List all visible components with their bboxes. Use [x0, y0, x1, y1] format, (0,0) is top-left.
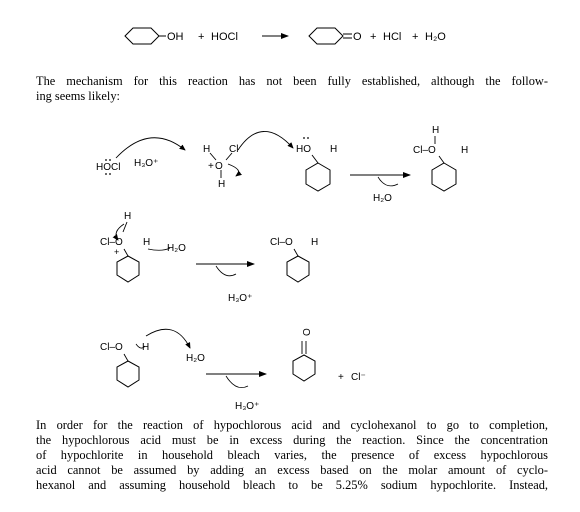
hydrogen-label: H [432, 125, 440, 136]
mechanism-step-4 [100, 328, 366, 412]
chloro-oxygen-label: Cl–O [100, 237, 123, 248]
hydrogen-label: H [142, 342, 150, 353]
cyclohexanone-ring [293, 355, 315, 381]
plus-sign: + [338, 372, 344, 383]
carbonyl-oxygen: O [353, 31, 362, 43]
chloro-oxygen-label: Cl–O [270, 237, 293, 248]
oxygen-label: O [215, 161, 223, 172]
carbonyl-oxygen: O [302, 328, 313, 336]
hydroxyl-label: OH [167, 31, 184, 43]
curved-arrow [116, 138, 185, 158]
cyclohexane-ring [287, 256, 309, 282]
chloro-oxygen-label: Cl–O [413, 145, 436, 156]
mechanism-step-3 [100, 211, 318, 304]
hydrogen-label: H [330, 144, 338, 155]
chloride-label: Cl⁻ [351, 372, 366, 383]
text-line: acid cannot be assumed by adding an excess based on the molar amount of cyclo- [36, 463, 548, 477]
curved-arrow [228, 164, 239, 176]
cyclohexane-ring [432, 163, 456, 191]
curved-arrow [238, 131, 293, 150]
charge-label: + [114, 247, 120, 257]
text-line: In order for the reaction of hypochlorous acid and cyclohexanol to go to completion, [36, 418, 548, 432]
hydrogen-label: H [218, 179, 226, 190]
text-line: ing seems likely: [36, 89, 120, 103]
cyclohexanol-ring [125, 28, 159, 44]
intro-paragraph [36, 74, 548, 104]
text-line: the hypochlorous acid must be in excess during the reaction. Since the concentration [36, 433, 548, 447]
cyclohexane-ring [117, 256, 139, 282]
charge-label: + [208, 161, 214, 172]
water-label: H₂O [167, 243, 186, 254]
plus-sign: + [370, 31, 377, 43]
step-2-arrow [350, 175, 410, 204]
text-line: The mechanism for this reaction has not been fully established, although the follow- [36, 74, 548, 88]
chlorine-label: Cl [229, 144, 239, 155]
cyclohexane-ring [306, 163, 330, 191]
hydrogen-label: H [143, 237, 151, 248]
text-line: hexanol and assuming household bleach to be 5.25% sodium hypochlorite. Instead, [36, 478, 548, 492]
plus-sign: + [412, 31, 419, 43]
hydroxyl-label: HO [296, 144, 311, 155]
water-label: H₂O [186, 353, 205, 364]
hydronium-label: H₃O⁺ [235, 401, 260, 412]
water-label: H₂O [373, 193, 392, 204]
cyclohexanone-ring [309, 28, 343, 44]
curved-arrow [146, 329, 190, 348]
chloro-oxygen-label: Cl–O [100, 342, 123, 353]
water-label: H₂O [425, 31, 446, 43]
mechanism-step-1 [96, 131, 337, 191]
hocl-label: HOCl [211, 31, 238, 43]
hydrogen-label: H [203, 144, 211, 155]
plus-sign: + [198, 31, 205, 43]
overall-equation [125, 28, 446, 44]
hydrogen-label: H [311, 237, 319, 248]
closing-paragraph [36, 418, 548, 493]
oxonium-intermediate [413, 125, 468, 191]
hydronium-label: H₃O⁺ [228, 293, 253, 304]
hydrogen-label: H [461, 145, 469, 156]
hcl-label: HCl [383, 31, 402, 43]
cyclohexane-ring [117, 361, 139, 387]
text-line: of hypochlorite in household bleach varies, the presence of excess hypochlorous [36, 448, 548, 462]
hocl-label: HOCl [96, 162, 121, 173]
hydronium-label: H₃O⁺ [134, 158, 159, 169]
hydrogen-label: H [124, 211, 132, 222]
